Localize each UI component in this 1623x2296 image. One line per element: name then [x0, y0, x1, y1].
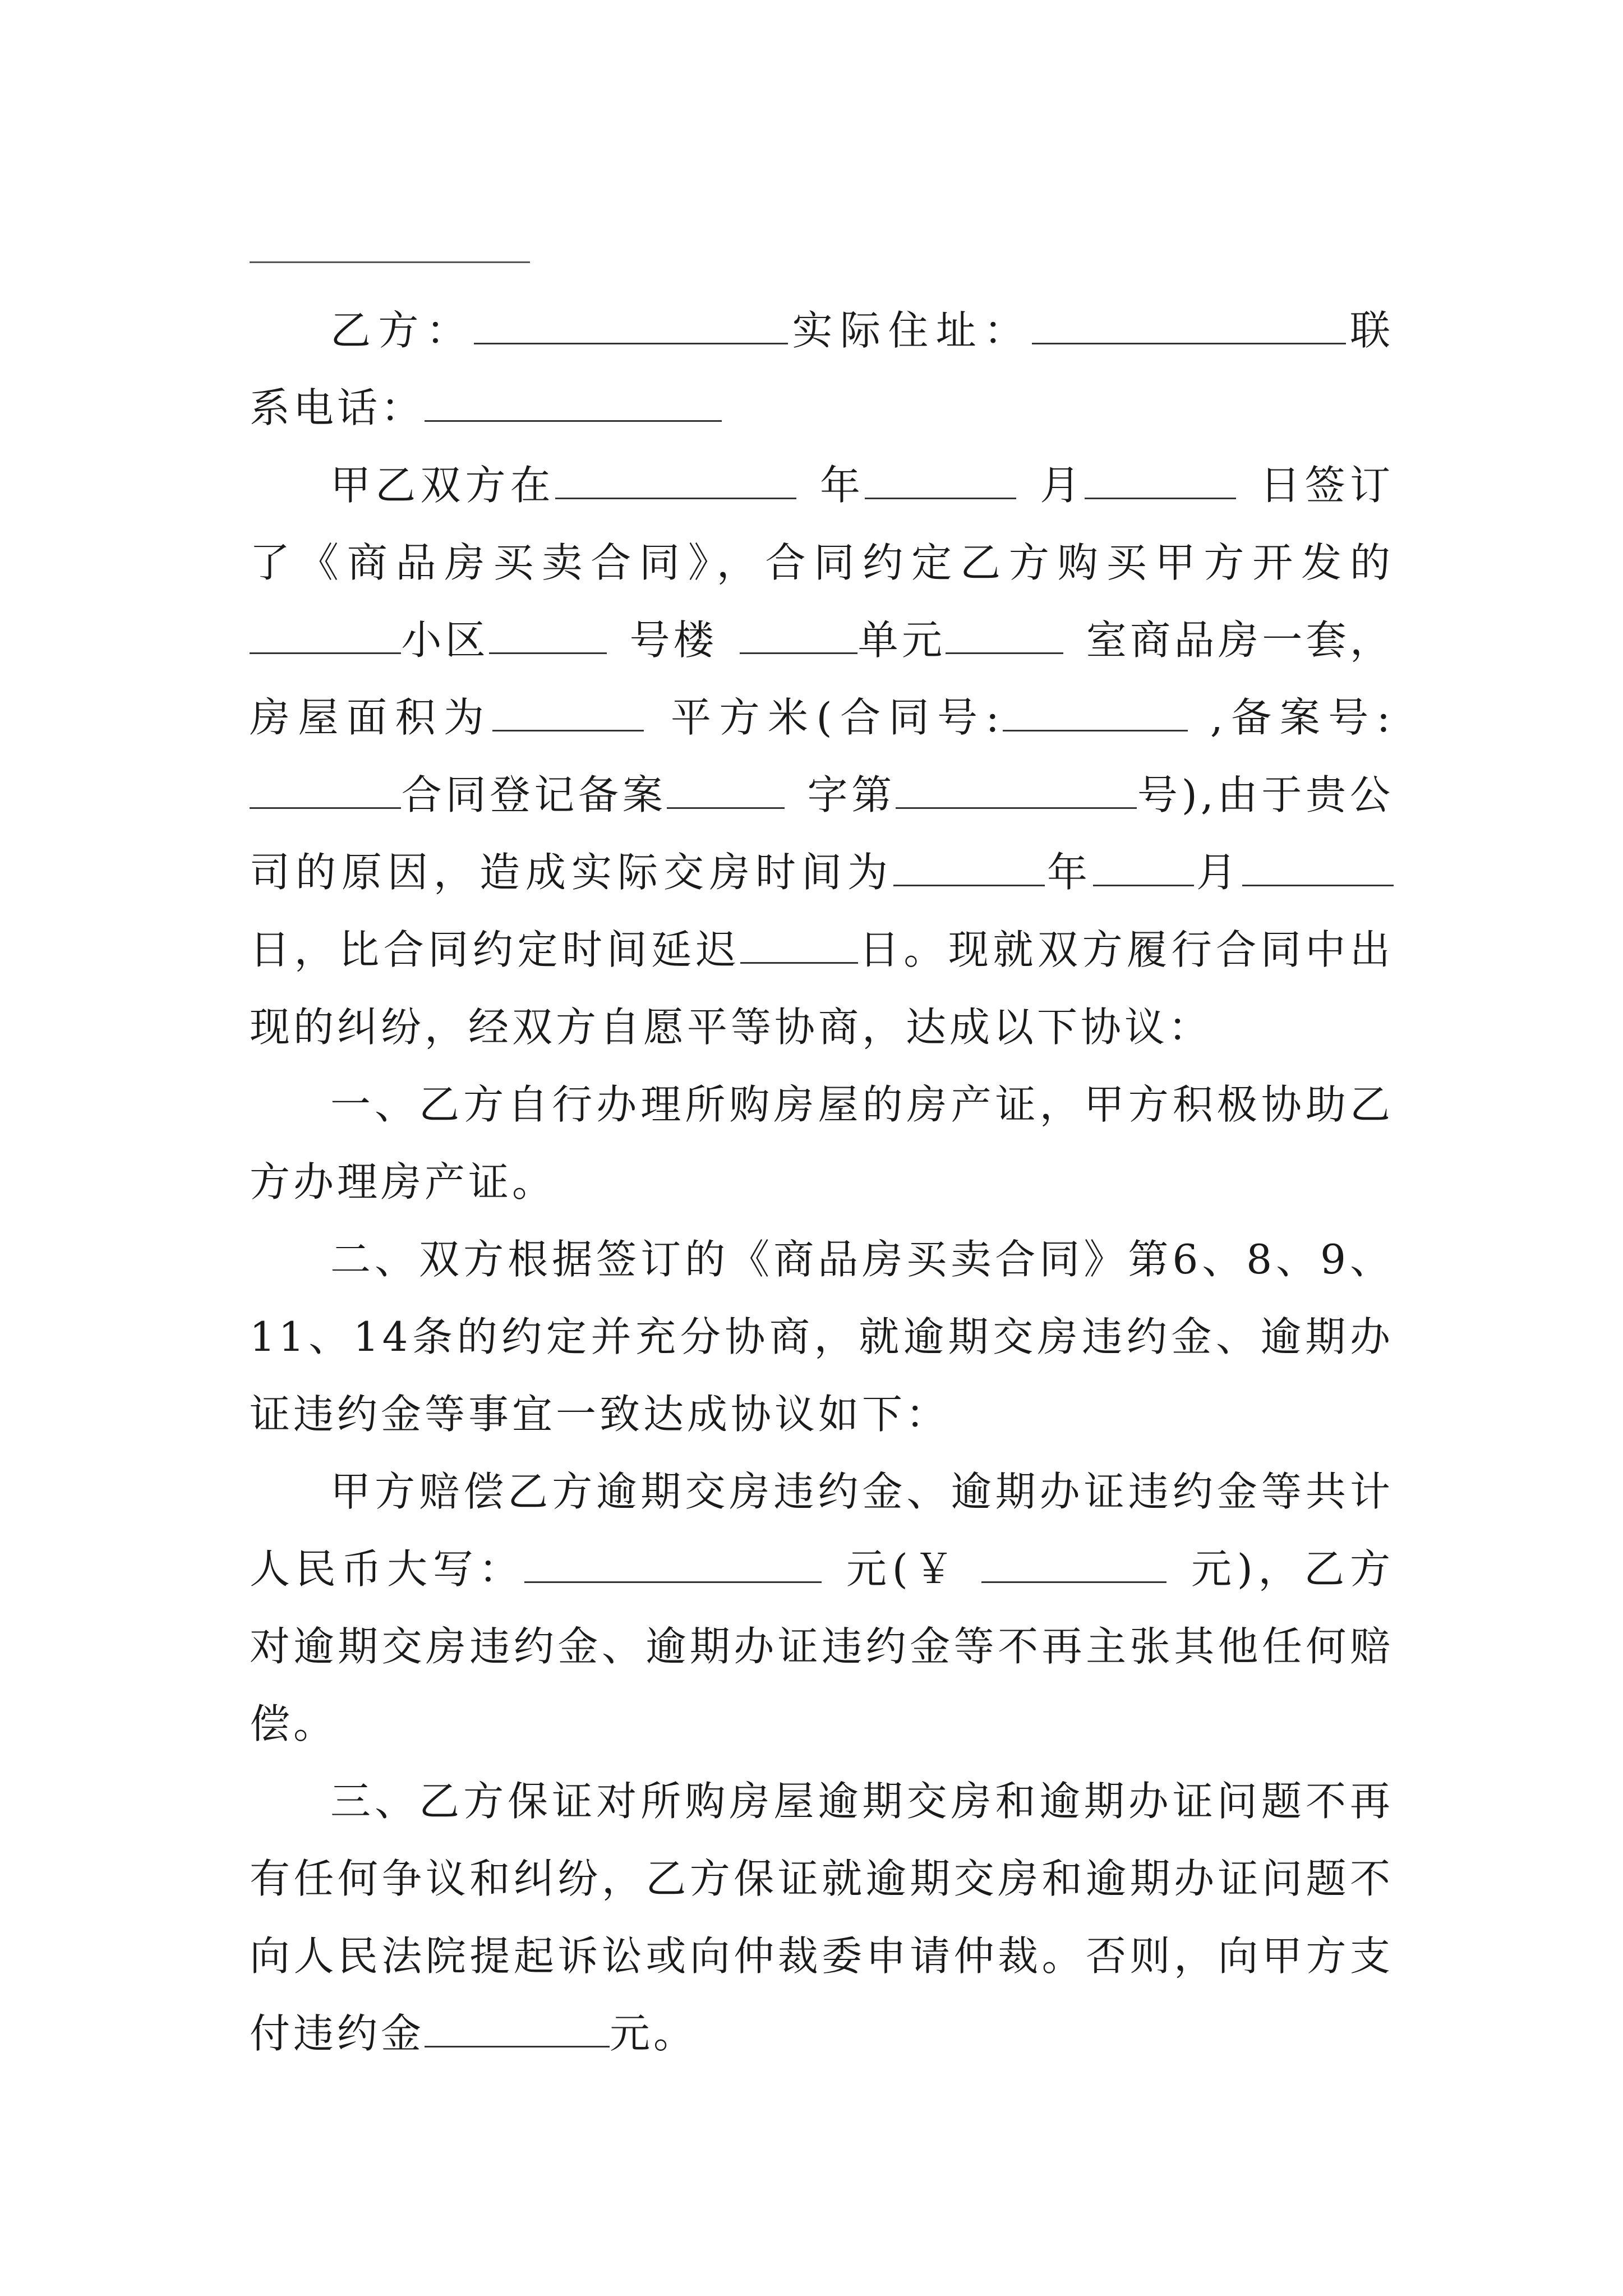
phone-label: 联系电话：: [250, 307, 1394, 431]
text-span: 室商品房一套，房屋面积为: [250, 616, 1394, 741]
compensation-paragraph: [250, 1453, 1394, 1763]
text-span: 元)，乙方对逾期交房违约金、逾期办证违约金等不再主张其他任何赔偿。: [250, 1545, 1394, 1747]
area-blank[interactable]: [492, 695, 644, 731]
address-label: 实际住址：: [788, 307, 1032, 354]
clause-two: 二、双方根据签订的《商品房买卖合同》第6、8、9、11、14条的约定并充分协商，就逾期交房违约金、逾期办证违约金等事宜一致达成协议如下：: [250, 1236, 1394, 1438]
clause-one: 一、乙方自行办理所购房屋的房产证，甲方积极协助乙方办理房产证。: [250, 1081, 1394, 1205]
sign-day-blank[interactable]: [1085, 463, 1236, 499]
party-b-info: [250, 292, 1394, 447]
filing-number-blank[interactable]: [250, 772, 401, 809]
text-span: 年: [1044, 849, 1093, 896]
text-span: 甲方赔偿乙方逾期交房违约金、逾期办证违约金等共计人民币大写：: [250, 1468, 1394, 1593]
party-b-name-blank[interactable]: [474, 308, 788, 344]
text-span: 月: [1039, 462, 1085, 509]
text-span: 三、乙方保证对所购房屋逾期交房和逾期办证问题不再有任何争议和纠纷，乙方保证就逾期交房和逾期办证问题不向人民法院提起诉讼或向仲裁委申请仲裁。否则，向甲方支付违约金: [250, 1778, 1394, 2057]
sign-year-blank[interactable]: [555, 463, 796, 499]
sign-month-blank[interactable]: [865, 463, 1016, 499]
address-blank[interactable]: [1032, 308, 1346, 344]
text-span: 号楼: [629, 616, 718, 664]
filing-index-blank[interactable]: [896, 772, 1137, 809]
text-span: 平方米(合同号:: [666, 694, 1003, 741]
text-span: 日签订了《商品房买卖合同》，合同约定乙方购买甲方开发的: [250, 462, 1394, 586]
text-span: 合同登记备案: [401, 771, 667, 818]
phone-blank[interactable]: [425, 385, 722, 422]
text-span: 小区: [401, 616, 490, 664]
delay-days-blank[interactable]: [740, 927, 858, 964]
party-b-label: 乙方：: [330, 307, 474, 354]
contract-preamble: [250, 447, 1394, 1066]
delivery-year-blank[interactable]: [893, 850, 1045, 886]
developer-blank[interactable]: [250, 618, 401, 654]
community-blank[interactable]: [489, 618, 607, 654]
unit-blank[interactable]: [946, 618, 1063, 654]
text-span: 甲乙双方在: [330, 462, 555, 509]
text-span: 日。现就双方履行合同中出现的纠纷，经双方自愿平等协商，达成以下协议：: [250, 926, 1394, 1051]
delivery-day-blank[interactable]: [1242, 850, 1394, 886]
contract-number-blank[interactable]: [1003, 695, 1188, 731]
text-span: 月: [1193, 849, 1242, 896]
text-span: ,备案号:: [1210, 694, 1394, 741]
filing-word-blank[interactable]: [667, 772, 785, 809]
text-span: 字第: [806, 771, 896, 818]
text-span: 日，比合同约定时间延迟: [250, 926, 741, 973]
penalty-amount-blank[interactable]: [425, 2011, 610, 2047]
contract-body: [250, 292, 1394, 2072]
text-span: 单元: [857, 616, 946, 664]
amount-in-figures-blank[interactable]: [981, 1547, 1166, 1583]
amount-in-words-blank[interactable]: [524, 1547, 822, 1583]
text-span: 元(￥: [844, 1545, 960, 1593]
building-blank[interactable]: [740, 618, 857, 654]
text-span: 号),由于贵公司的原因，造成实际交房时间为: [250, 771, 1394, 896]
clause-three: [250, 1763, 1394, 2072]
delivery-month-blank[interactable]: [1093, 850, 1194, 886]
signature-line: [250, 261, 530, 263]
text-span: 年: [818, 462, 865, 509]
text-span: 元。: [610, 2010, 698, 2057]
